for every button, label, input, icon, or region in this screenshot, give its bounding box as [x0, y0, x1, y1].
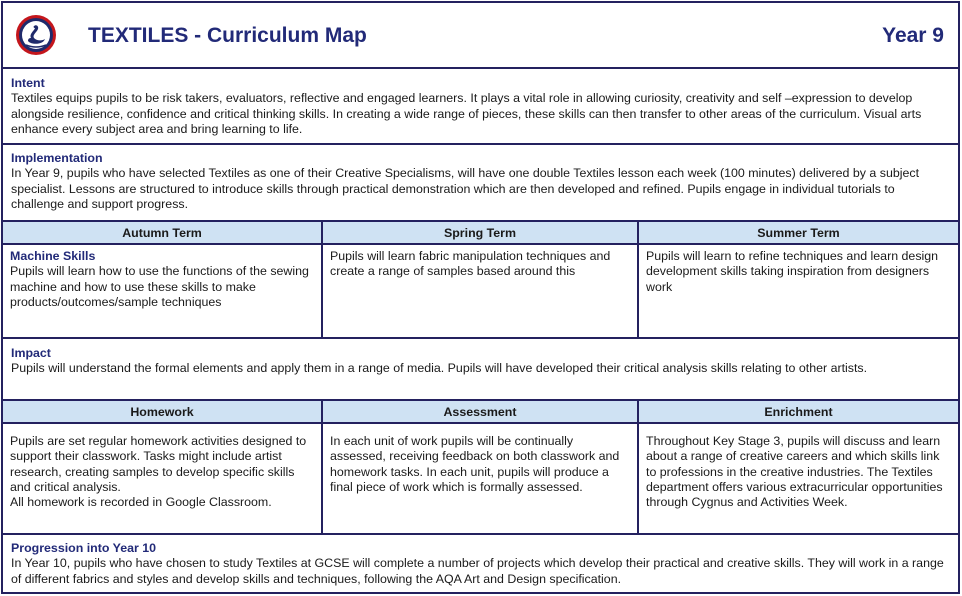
intent-text: Textiles equips pupils to be risk takers, evaluators, reflective and engaged learners. It plays a vital role in allowing curiosity, creativity and self –expression to develop alongside resilience, confidence and critical thinking skills. In creating a wide range of pieces, these skills can then transfer to other areas of the curriculum. Visual arts enhance every subject area and bring learning to life.	[11, 91, 922, 136]
extras-body-row	[3, 424, 958, 533]
progression-text: In Year 10, pupils who have chosen to study Textiles at GCSE will complete a number of projects which develop their practical and creative skills. They will work in a range of different fabrics and styles and develop skills and techniques, following the AQA Art and Design specification.	[11, 556, 944, 586]
intent-heading: Intent	[11, 76, 45, 90]
summer-term-header: Summer Term	[637, 222, 958, 243]
curriculum-map-frame	[1, 1, 960, 594]
assessment-header: Assessment	[321, 401, 637, 422]
divider	[3, 337, 958, 339]
implementation-text: In Year 9, pupils who have selected Textiles as one of their Creative Specialisms, will have one double Textiles lesson each week (100 minutes) delivered by a subject specialist. Lessons are structured to introduce skills through practical demonstration which are then developed and refined. Pupils engage in individual tutorials to challenge and support progress.	[11, 166, 920, 211]
spring-term-cell	[321, 245, 637, 337]
swan-crest-icon	[15, 14, 57, 56]
intent-section	[3, 76, 958, 137]
homework-text-classroom: All homework is recorded in Google Classroom.	[10, 495, 272, 510]
autumn-term-cell	[3, 245, 321, 337]
page-title: TEXTILES - Curriculum Map	[88, 24, 367, 47]
divider	[3, 533, 958, 535]
homework-header: Homework	[130, 404, 194, 419]
spring-text: Pupils will learn fabric manipulation techniques and create a range of samples based around this	[330, 249, 611, 279]
progression-heading: Progression into Year 10	[11, 541, 157, 555]
year-label: Year 9	[882, 24, 944, 47]
impact-text: Pupils will understand the formal elements and apply them in a range of media. Pupils will have developed their critical analysis skills relating to other artists.	[11, 361, 868, 376]
autumn-term-header: Autumn Term	[122, 225, 202, 240]
progression-section	[3, 541, 958, 587]
enrichment-text: Throughout Key Stage 3, pupils will discuss and learn about a range of creative careers and which skills link to professions in the creative industries. The Textiles department offers various extracurricular opportunities through Cygnus and Activities Week.	[646, 434, 943, 510]
assessment-text: In each unit of work pupils will be continually assessed, receiving feedback on both classwork and homework tasks. In each unit, pupils will produce a final piece of work which is formally assessed.	[330, 434, 620, 494]
autumn-heading: Machine Skills	[10, 249, 96, 263]
homework-text: Pupils are set regular homework activities designed to support their classwork. Tasks might include artist research, creating samples to develop specific skills and critical analysis.	[10, 434, 307, 494]
page-header	[3, 3, 958, 69]
impact-heading: Impact	[11, 346, 51, 360]
implementation-section	[3, 151, 958, 212]
enrichment-cell	[637, 424, 958, 533]
terms-body-row	[3, 245, 958, 337]
impact-section	[3, 346, 958, 377]
assessment-cell	[321, 424, 637, 533]
enrichment-header: Enrichment	[637, 401, 958, 422]
homework-cell	[3, 424, 321, 533]
implementation-heading: Implementation	[11, 151, 103, 165]
summer-term-cell	[637, 245, 958, 337]
autumn-text: Pupils will learn how to use the functions of the sewing machine and how to use these skills to make products/outcomes/sample techniques	[10, 264, 309, 309]
summer-text: Pupils will learn to refine techniques and learn design development skills taking inspiration from designers work	[646, 249, 939, 294]
divider	[3, 143, 958, 145]
extras-header-row	[3, 399, 958, 424]
terms-header-row	[3, 220, 958, 245]
spring-term-header: Spring Term	[321, 222, 637, 243]
